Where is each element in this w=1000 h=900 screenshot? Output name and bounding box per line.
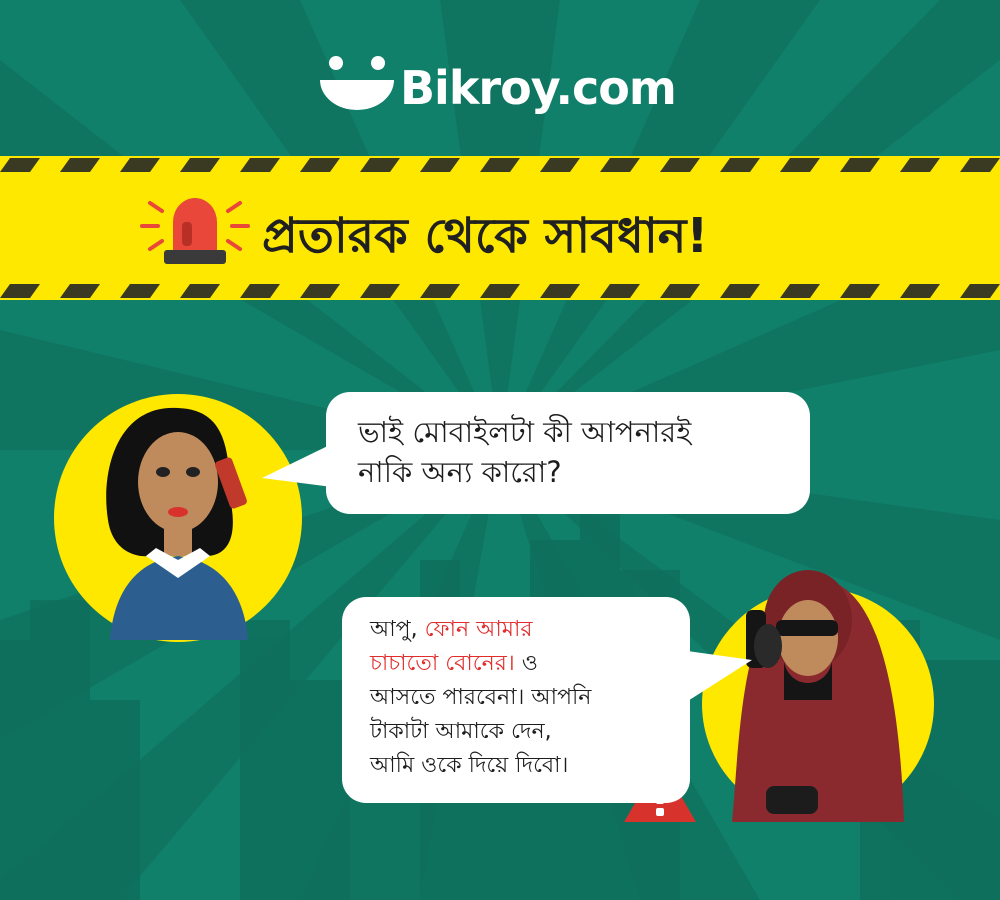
woman-message-line-2: নাকি অন্য কারো? bbox=[358, 455, 562, 489]
scammer-message-line-4: টাকাটা আমাকে দেন, bbox=[370, 719, 552, 744]
caution-stripes-top bbox=[0, 158, 1000, 172]
scammer-message-line-2 bbox=[370, 647, 670, 681]
caution-stripes-bottom bbox=[0, 284, 1000, 298]
woman-message-line-1: ভাই মোবাইলটা কী আপনারই bbox=[358, 415, 692, 449]
warning-banner-title: প্রতারক থেকে সাবধান! bbox=[262, 208, 709, 264]
brand-logo-text: Bikroy.com bbox=[400, 61, 676, 115]
scammer-message-line-3: আসতে পারবেনা। আপনি bbox=[370, 685, 592, 710]
scammer-message-line-1 bbox=[370, 613, 670, 647]
scammer-speech-bubble bbox=[342, 597, 690, 803]
woman-caller-avatar bbox=[54, 394, 302, 642]
scammer-avatar bbox=[702, 570, 934, 822]
scammer-highlight-text: চাচাতো বোনের। bbox=[370, 651, 515, 676]
woman-message bbox=[358, 412, 798, 492]
scammer-text-segment: আপু, bbox=[370, 617, 425, 642]
scammer-message bbox=[370, 613, 670, 783]
scammer-highlight-text: ফোন আমার bbox=[424, 617, 533, 642]
scammer-message-line-5: আমি ওকে দিয়ে দিবো। bbox=[370, 753, 569, 778]
woman-speech-bubble bbox=[326, 392, 810, 514]
scammer-text-segment: ও bbox=[514, 651, 538, 676]
